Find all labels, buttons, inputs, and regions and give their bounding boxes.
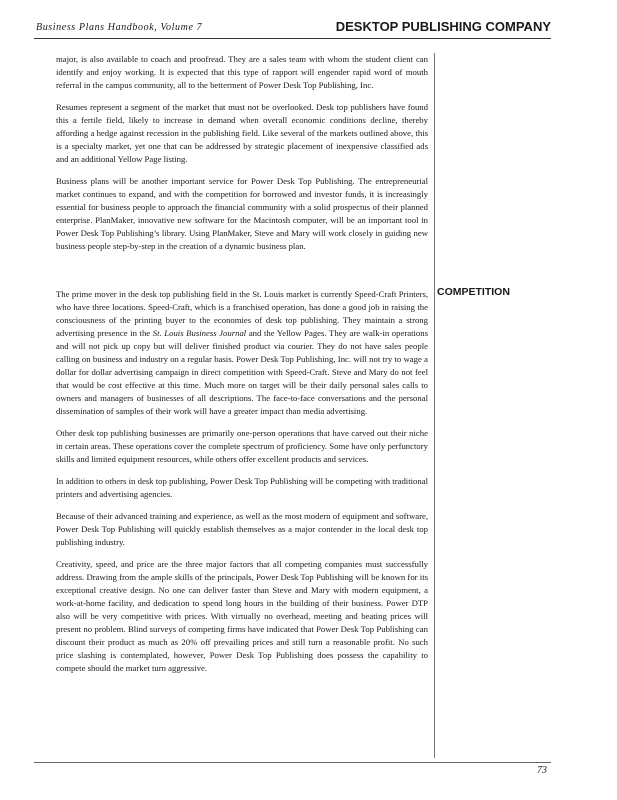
book-title: Business Plans Handbook, Volume 7 xyxy=(36,22,203,33)
paragraph-text: and the Yellow Pages. They are walk-in operations and will not pick up copy but will deliver finished product via courier. They do not have sales people calling on business and industry on a regular basis. Power Desk Top Publishing, Inc. will not try to wage a dollar for dollar advertising campaign in direct competition with Speed-Craft. Steve and Mary do not feel that would be cost effective at this time. Much more on target will be their daily personal sales calls to owners and managers of businesses of all descriptions. The face-to-face conversations and the personal dissemination of samples of their work will have a greater impact than media advertising. xyxy=(56,328,428,416)
paragraph: Other desk top publishing businesses are primarily one-person operations that have carved out their niche in certain areas. These operations cover the complete spectrum of proficiency. Some have only perfunctory skills and limited equipment resources, while others offer excellent products and services. xyxy=(56,428,428,464)
publication-title: St. Louis Business Journal xyxy=(152,328,247,338)
paragraph: Creativity, speed, and price are the three major factors that all competing companies must successfully address. Drawing from the ample skills of the principals, Power Desk Top Publishing will be known for its exceptional creative design. No one can deliver faster than Steve and Mary with modern equipment, a work-at-home facility, and dedication to spend long hours in the building of their business. Power DTP also will be very competitive with prices. With virtually no overhead, meeting and beating prices will present no problem. Blind surveys of competing firms have indicated that Power Desk Top Publishing can discount their product as much as 20% off prevailing prices and still turn a reasonable profit. No such price slashing is contemplated, however, Power Desk Top Publishing does possess the capability to compete should the market turn aggressive. xyxy=(56,559,428,673)
competition-section xyxy=(56,286,510,675)
paragraph: Because of their advanced training and experience, as well as the most modern of equipment and software, Power Desk Top Publishing will quickly establish themselves as a major contender in the local desk top publishing industry. xyxy=(56,511,428,547)
paragraph: major, is also available to coach and proofread. They are a sales team with whom the student client can identify and enjoy working. It is expected that this type of rapport will engender rapid word of mouth referral in the campus community, all to the betterment of Power Desk Top Publishing, Inc. xyxy=(56,54,428,90)
paragraph: Resumes represent a segment of the market that must not be overlooked. Desk top publishers have found this a fertile field, likely to increase in demand when overall economic conditions decline, thereby affording a hedge against recession in the publishing field. Like several of the markets outlined above, this is a specialty market, yet one that can be addressed by strategic placement of inexpensive classified ads and an additional Yellow Page listing. xyxy=(56,102,428,164)
paragraph: In addition to others in desk top publishing, Power Desk Top Publishing will be competing with traditional printers and advertising agencies. xyxy=(56,476,428,499)
body-column xyxy=(56,53,510,758)
paragraph: Business plans will be another important service for Power Desk Top Publishing. The entrepreneurial market continues to expand, and with the competition for borrowed and investor funds, it is increasingly essential for business people to approach the financial community with a solid prospectus of their planned enterprise. PlanMaker, innovative new software for the Macintosh computer, will be an important tool in Power Desk Top Publishing’s library. Using PlanMaker, Steve and Mary will work closely in guiding new business people step-by-step in the creation of a dynamic business plan. xyxy=(56,176,428,251)
paragraph xyxy=(56,288,428,418)
page-number: 73 xyxy=(537,765,547,776)
paragraph-text: The prime mover in the desk top publishing field in the St. Louis market is currently Speed-Craft Printers, who have three locations. Speed-Craft, which is a franchised operation, has done a good job in raising the consciousness of the printing buyer to the economies of desk top publishing. They maintain a strong advertising presence in the xyxy=(56,289,428,338)
footer-rule xyxy=(34,762,551,763)
section-heading-competition: COMPETITION xyxy=(437,286,510,298)
company-title: DESKTOP PUBLISHING COMPANY xyxy=(335,19,551,34)
running-header xyxy=(34,18,551,39)
section-gap xyxy=(56,262,428,288)
